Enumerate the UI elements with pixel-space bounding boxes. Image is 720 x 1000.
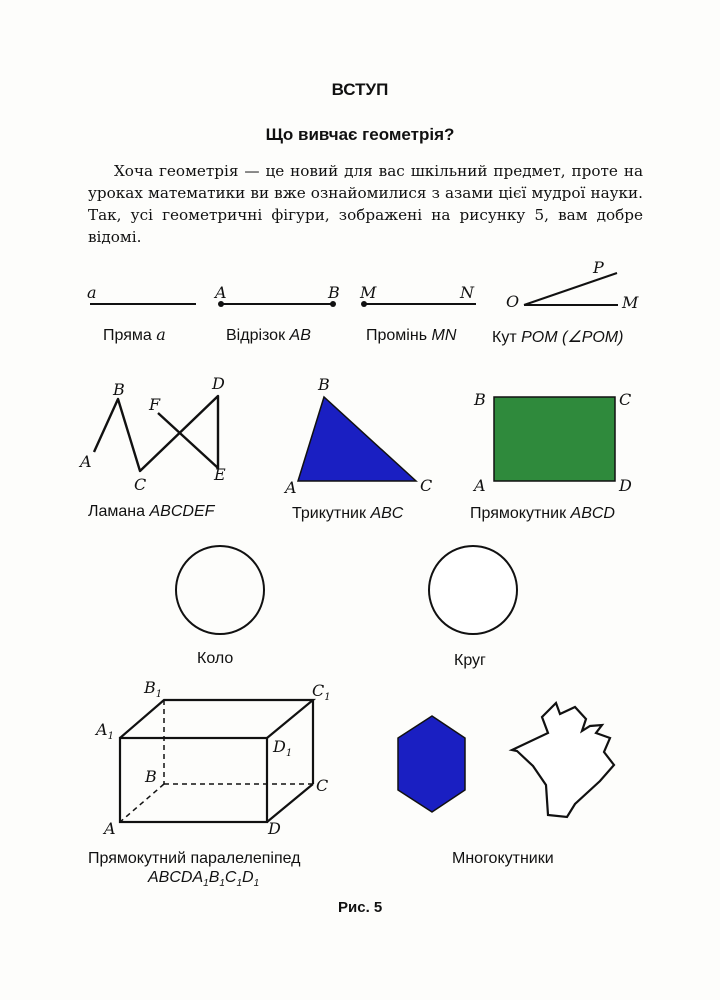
angle-point-m: M — [622, 293, 639, 312]
polyline-point-a: A — [80, 452, 92, 471]
ray-caption: Промінь MN — [366, 327, 457, 344]
rectangle-figure — [470, 390, 632, 522]
angle-caption: Кут POM (∠POM) — [492, 329, 624, 346]
line-caption: Пряма a — [103, 325, 166, 344]
triangle-point-b: B — [318, 375, 330, 394]
figure-caption: Рис. 5 — [338, 899, 383, 916]
triangle-figure — [283, 375, 432, 522]
circle-disk-figure — [429, 546, 517, 669]
rectangle-point-a: A — [474, 476, 486, 495]
angle-point-p: P — [593, 258, 604, 277]
para-point-d1: $D_1$ — [273, 737, 293, 759]
polyline-figure — [78, 374, 226, 520]
polyline-caption: Ламана ABCDEF — [88, 503, 215, 520]
line-figure — [87, 283, 196, 344]
rectangle-point-d: D — [619, 476, 632, 495]
segment-figure — [213, 283, 340, 344]
segment-point-a: A — [215, 283, 227, 302]
ray-point-n: N — [460, 283, 474, 302]
triangle-shape — [298, 397, 416, 481]
irregular-polygon-shape — [512, 703, 614, 817]
parallelepiped-caption-line2: $ABCDA_1B_1C_1D_1$ — [148, 869, 260, 889]
polyline-point-f: F — [149, 395, 161, 414]
polyline-point-d: D — [212, 374, 225, 393]
rectangle-point-c: C — [619, 390, 632, 409]
polygons-figure — [398, 703, 614, 867]
ray-point-m: M — [360, 283, 377, 302]
polygons-caption: Многокутники — [452, 850, 554, 867]
line-label: a — [87, 283, 97, 302]
triangle-point-c: C — [420, 476, 433, 495]
para-point-c1: $C_1$ — [312, 681, 331, 703]
para-point-a1: $A_1$ — [96, 720, 114, 742]
para-point-b: B — [145, 767, 157, 786]
rectangle-caption: Прямокутник ABCD — [470, 505, 615, 522]
angle-vertex-o: O — [506, 292, 520, 311]
circle-line-figure — [176, 546, 264, 667]
ray-figure — [359, 283, 476, 344]
para-point-b1: $B_1$ — [144, 678, 163, 700]
rectangle-shape — [494, 397, 615, 481]
segment-point-b: B — [328, 283, 340, 302]
subtitle: Що вивчає геометрія? — [265, 125, 455, 144]
intro-paragraph: Хоча геометрія — це новий для вас шкільний предмет, проте на уроках математики ви вже ознайомилися з азами цієї мудрої науки. Так, усі геометричні фігури, зображені на рисунку 5, вам добре відомі. — [88, 162, 643, 246]
angle-figure — [492, 258, 639, 346]
circle-line-caption: Коло — [197, 650, 234, 667]
rectangle-point-b: B — [474, 390, 486, 409]
hexagon-shape — [398, 716, 465, 812]
para-point-d: D — [268, 819, 281, 838]
para-point-a: A — [104, 819, 116, 838]
parallelepiped-figure — [88, 678, 331, 889]
section-title: ВСТУП — [331, 80, 389, 99]
triangle-point-a: A — [285, 478, 297, 497]
polyline-point-c: C — [134, 475, 147, 494]
circle-disk-caption: Круг — [454, 652, 486, 669]
polyline-point-e: E — [214, 465, 226, 484]
segment-caption: Відрізок AB — [226, 327, 311, 344]
para-point-c: C — [316, 776, 329, 795]
polyline-point-b: B — [113, 380, 125, 399]
parallelepiped-caption-line1: Прямокутний паралелепіпед — [88, 850, 301, 867]
triangle-caption: Трикутник ABC — [292, 505, 404, 522]
